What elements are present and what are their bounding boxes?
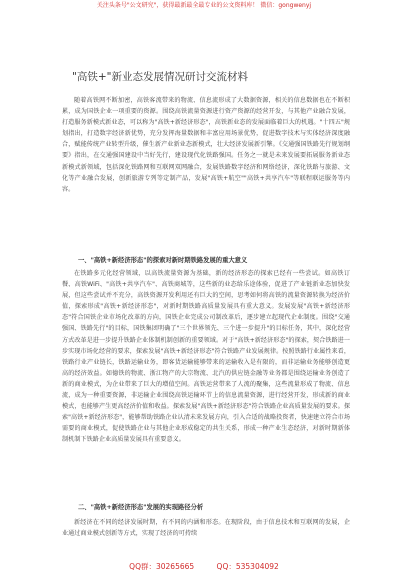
banner-text: 关注头条号"公文研究"，获得最新最全最专业的公文资料库！ <box>96 2 259 9</box>
section-heading-2: 二、"高铁+新经济形态"发展的实现路径分析 <box>78 504 204 511</box>
footer-qq: QQ：535304092 <box>216 562 279 571</box>
banner-wechat[interactable]: 微信：gongwenyj <box>260 2 312 9</box>
top-banner <box>0 0 408 12</box>
paragraph-section-2: 新经济在不同的经济发展时期，有不同的内涵和形态。在现阶段，由于信息技术和互联网的发展，企业通过商业模式创新等方式，实现了经济的可持续 <box>62 519 350 538</box>
footer-qq-group: QQ群：30265665 <box>129 562 195 571</box>
footer-contacts <box>0 560 408 574</box>
paragraph-section-1: 在铁路多元化经营领域，以高铁流量资源为基础，新的经济形态的探索已经有一些尝试。如高铁订餐、高铁WiFi、"高铁+共享汽车"、高铁商城等，这些新的业态给乐途体验，促进了产业链新业态加快发展，但这些尝试并不充分，高铁资源开发利用还有巨大的空间，思考如何将高铁的流量资源转换为经济价值，探索形成"高铁+新经济形态"，对新时期铁路高质量发展具有重大意义。发展发展"高铁+新经济形态"符合国铁企业市场化改革的方向，国铁企业完成公司制改革后，逐步建立起现代企业制度。围绕"交通强国、铁路先行"的目标，国铁集团明确了"三个世界领先、三个进一步提升"的目标任务，其中，深化经营方式改革是进一步提升铁路企业体制机制创新的重要领域。对于"高铁+新经济形态"的探索，契合铁路进一步实现市场化经营的要求，探索发展"高铁+新经济形态"符合铁路产业发展规律。按照铁路行业属性来看，铁路行业产业链长，铁路运输业务，即客货运输能够带来的运输收入是有限的，而非运输业务能够创造更高的经济效益。如德铁的物流、浙江物产的大宗物流、北汽的供应链金融等业务都是围绕运输业务创造了新的商业模式，为企业带来了巨大的增值空间。高铁运营带来了人流的聚集，这些流量形成了物流、信息流，成为一种重要资源，非运输企业围绕高铁运输环节上的信息流量资源，进行经营开发，形成新的商业模式，也能够产生更高经济价值和收益。探索发展"高铁+新经济形态"符合铁路企业高质量发展的要求。探索"高铁+新经济形态"，能够帮助铁路企业认清未来发展方向，引入合适的战略投资者，快速建立符合市场需要的商业模式，促使铁路企业与其他企业形成稳定的共生关系，形成一种产业生态经济，对新时期新体制机制下铁路企业高质量发展具有重要意义。 <box>62 270 350 444</box>
document-title: "高铁+"新业态发展情况研讨交流材料 <box>72 71 248 83</box>
paragraph-intro: 随着高铁网不断加密，高铁客流带来的物流、信息流形成了大数据资源，相关的信息数据也在不断积累，成为国铁企业一项重要的资源。围绕高铁流量资源进行资产资源的经营开发，与其他产业融合发展，打造服务新模式新业态，可以称为"高铁+新经济形态"，高铁新业态的发展面临着巨大的机遇。"十四五"规划指出，打造数字经济新优势，充分发挥海量数据和丰富应用场景优势，促进数字技术与实体经济深度融合，赋能传统产业转型升级，催生新产业新业态新模式，壮大经济发展新引擎。《交通强国铁路先行规划纲要》指出，在交通强国建设中当好先行，建设现代化铁路强国。任务之一就是未来发展要拓展服务新业态新模式新领域，包括深化铁路网和互联网双网融合，发展铁路数字经济和网络经济，深化铁路与旅游、文化等产业融合发展，创新旅游专列等定制产品，发展"高铁+航空""高铁+共享汽车"等联程联运服务等内容。 <box>62 97 350 193</box>
section-heading-1: 一、"高铁+新经济形态"的探索对新时期铁路发展的重大意义 <box>78 257 248 264</box>
